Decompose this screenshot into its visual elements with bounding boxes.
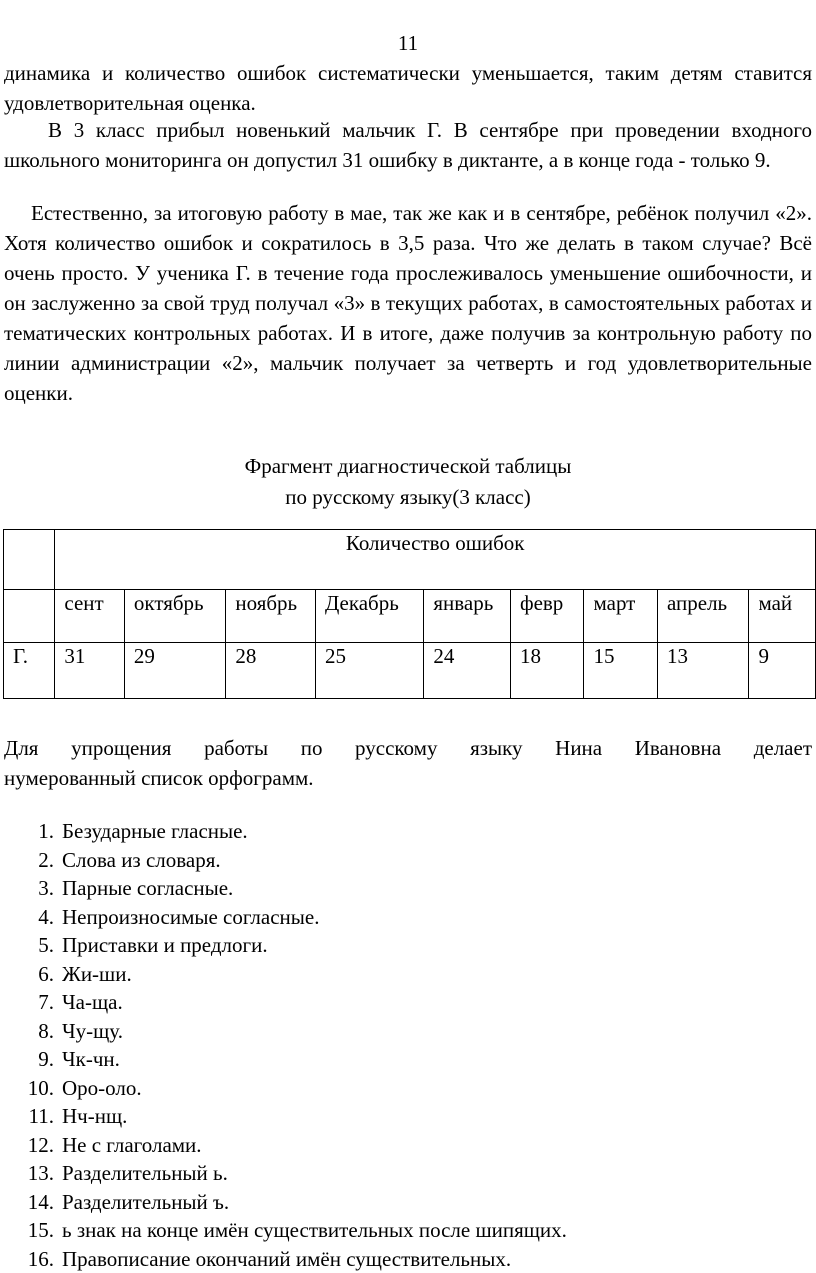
month-cell: Декабрь [315, 590, 423, 643]
list-item [0, 817, 812, 846]
orthogram-list [0, 817, 812, 1273]
paragraph-4-line-2: нумерованный список орфограмм. [4, 763, 812, 793]
month-cell: март [584, 590, 657, 643]
value-cell: 31 [55, 643, 125, 699]
table-empty-cell [4, 590, 55, 643]
list-item-text: Оро-оло. [62, 1076, 142, 1100]
list-item-number: 6. [0, 960, 62, 989]
page-number: 11 [0, 30, 816, 56]
list-item-number: 14. [0, 1188, 62, 1217]
list-item [0, 846, 812, 875]
paragraph-1 [4, 58, 812, 118]
list-item-number: 16. [0, 1245, 62, 1273]
list-item-text: Не с глаголами. [62, 1133, 202, 1157]
list-item [0, 1159, 812, 1188]
list-item-text: Чк-чн. [62, 1047, 120, 1071]
month-cell: май [749, 590, 816, 643]
list-item [0, 988, 812, 1017]
table-header-row [4, 530, 816, 590]
paragraph-2 [4, 115, 812, 175]
table-caption [0, 451, 816, 513]
list-item [0, 960, 812, 989]
list-item-number: 12. [0, 1131, 62, 1160]
list-item-number: 9. [0, 1045, 62, 1074]
list-item-number: 1. [0, 817, 62, 846]
list-item [0, 1131, 812, 1160]
table-data-row [4, 643, 816, 699]
list-item-number: 2. [0, 846, 62, 875]
list-item-text: Нч-нщ. [62, 1104, 127, 1128]
value-cell: 9 [749, 643, 816, 699]
diagnostic-table [3, 529, 816, 699]
list-item [0, 1102, 812, 1131]
paragraph-4-line-1: Для упрощения работы по русскому языку Нина Ивановна делает [4, 733, 812, 763]
list-item-number: 11. [0, 1102, 62, 1131]
list-item-text: Слова из словаря. [62, 848, 221, 872]
list-item-text: Непроизносимые согласные. [62, 905, 319, 929]
list-item [0, 1017, 812, 1046]
list-item-text: Парные согласные. [62, 876, 233, 900]
list-item [0, 1216, 812, 1245]
list-item-number: 4. [0, 903, 62, 932]
list-item [0, 903, 812, 932]
list-item [0, 1074, 812, 1103]
value-cell: 18 [510, 643, 584, 699]
list-item-text: Безударные гласные. [62, 819, 248, 843]
list-item-number: 15. [0, 1216, 62, 1245]
list-item [0, 931, 812, 960]
value-cell: 28 [226, 643, 316, 699]
caption-line-1: Фрагмент диагностической таблицы [0, 451, 816, 482]
month-cell: февр [510, 590, 584, 643]
paragraph-1-text: динамика и количество ошибок систематически уменьшается, таким детям ставится удовлетворительная оценка. [4, 58, 812, 118]
table-months-row [4, 590, 816, 643]
value-cell: 15 [584, 643, 657, 699]
month-cell: октябрь [124, 590, 225, 643]
paragraph-3 [4, 198, 812, 408]
list-item-number: 13. [0, 1159, 62, 1188]
list-item [0, 874, 812, 903]
paragraph-4 [4, 733, 812, 793]
list-item-number: 5. [0, 931, 62, 960]
month-cell: ноябрь [226, 590, 316, 643]
table-corner-cell [4, 530, 55, 590]
value-cell: 29 [124, 643, 225, 699]
list-item [0, 1045, 812, 1074]
list-item [0, 1188, 812, 1217]
row-label-cell: Г. [4, 643, 55, 699]
month-cell: январь [424, 590, 511, 643]
list-item-number: 7. [0, 988, 62, 1017]
list-item-text: ь знак на конце имён существительных после шипящих. [62, 1218, 567, 1242]
list-item-text: Жи-ши. [62, 962, 132, 986]
list-item-number: 3. [0, 874, 62, 903]
value-cell: 25 [315, 643, 423, 699]
value-cell: 24 [424, 643, 511, 699]
paragraph-2-text: В 3 класс прибыл новенький мальчик Г. В сентябре при проведении входного школьного мониторинга он допустил 31 ошибку в диктанте, а в конце года - только 9. [4, 115, 812, 175]
table-header-cell: Количество ошибок [55, 530, 816, 590]
list-item-text: Разделительный ь. [62, 1161, 228, 1185]
month-cell: сент [55, 590, 125, 643]
list-item-text: Правописание окончаний имён существительных. [62, 1247, 511, 1271]
month-cell: апрель [657, 590, 748, 643]
list-item-text: Ча-ща. [62, 990, 123, 1014]
caption-line-2: по русскому языку(3 класс) [0, 482, 816, 513]
value-cell: 13 [657, 643, 748, 699]
list-item-text: Приставки и предлоги. [62, 933, 268, 957]
list-item-number: 10. [0, 1074, 62, 1103]
paragraph-3-text: Естественно, за итоговую работу в мае, так же как и в сентябре, ребёнок получил «2». Хотя количество ошибок и сократилось в 3,5 раза. Что же делать в таком случае? Всё очень просто. У ученика Г. в течение года прослеживалось уменьшение ошибочности, и он заслуженно за свой труд получал «3» в текущих работах, в самостоятельных работах и тематических контрольных работах. И в итоге, даже получив за контрольную работу по линии администрации «2», мальчик получает за четверть и год удовлетворительные оценки. [4, 198, 812, 408]
list-item-text: Разделительный ъ. [62, 1190, 229, 1214]
list-item-text: Чу-щу. [62, 1019, 123, 1043]
list-item-number: 8. [0, 1017, 62, 1046]
